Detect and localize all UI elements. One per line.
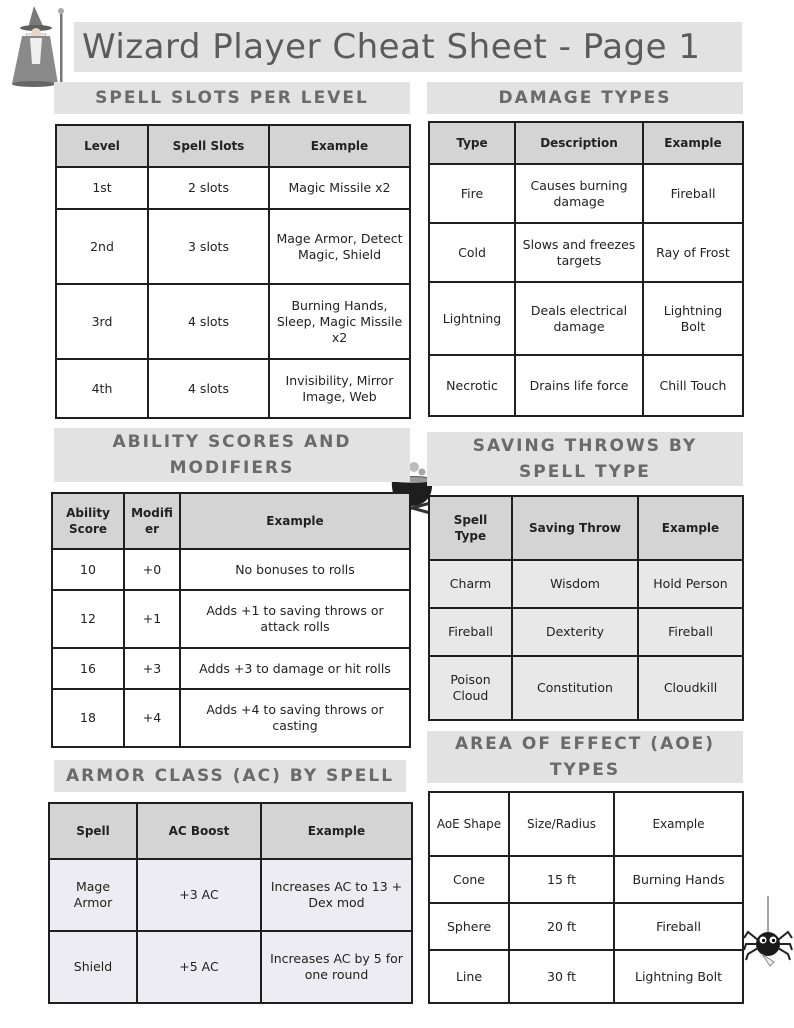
table-row: [56, 284, 410, 359]
table-cell: Mage Armor: [49, 859, 137, 931]
table-cell: Shield: [49, 931, 137, 1003]
table-cell: Charm: [429, 560, 512, 608]
table-cell: Hold Person: [638, 560, 743, 608]
table-row: [429, 950, 743, 1003]
table-cell: +3: [124, 648, 180, 689]
table-cell: Deals electrical damage: [515, 282, 643, 355]
table-cell: Lightning Bolt: [614, 950, 743, 1003]
table-cell: Fireball: [638, 608, 743, 656]
column-header: Example: [638, 496, 743, 560]
table-cell: Cold: [429, 223, 515, 282]
table-cell: Constitution: [512, 656, 638, 720]
table-cell: 2nd: [56, 209, 148, 284]
table-cell: 16: [52, 648, 124, 689]
column-header: Example: [180, 493, 410, 549]
damage-types-heading: DAMAGE TYPES: [427, 82, 743, 114]
column-header: Spell Type: [429, 496, 512, 560]
table-row: [52, 590, 410, 648]
column-header: AC Boost: [137, 803, 261, 859]
table-cell: Wisdom: [512, 560, 638, 608]
spell-slots-table: [55, 124, 411, 419]
table-cell: 12: [52, 590, 124, 648]
column-header: Example: [261, 803, 412, 859]
table-cell: 4th: [56, 359, 148, 418]
saving-throws-heading: SAVING THROWS BY SPELL TYPE: [427, 432, 743, 486]
wizard-icon: [4, 4, 72, 88]
spell-slots-heading: SPELL SLOTS PER LEVEL: [54, 82, 410, 114]
table-row: [429, 656, 743, 720]
damage-types-table: [428, 121, 744, 417]
table-cell: +3 AC: [137, 859, 261, 931]
aoe-types-heading: AREA OF EFFECT (AOE) TYPES: [427, 731, 743, 783]
column-header: Ability Score: [52, 493, 124, 549]
aoe-types-table: [428, 791, 744, 1004]
table-row: [52, 689, 410, 747]
column-header: AoE Shape: [429, 792, 509, 856]
table-row: [49, 931, 412, 1003]
column-header: Spell: [49, 803, 137, 859]
table-cell: Cloudkill: [638, 656, 743, 720]
table-cell: No bonuses to rolls: [180, 549, 410, 590]
column-header: Modifier: [124, 493, 180, 549]
table-cell: 1st: [56, 167, 148, 209]
table-cell: Invisibility, Mirror Image, Web: [269, 359, 410, 418]
column-header: Size/Radius: [509, 792, 614, 856]
table-cell: Necrotic: [429, 355, 515, 416]
table-cell: Adds +4 to saving throws or casting: [180, 689, 410, 747]
column-header: Description: [515, 122, 643, 164]
table-cell: Drains life force: [515, 355, 643, 416]
table-cell: 3 slots: [148, 209, 269, 284]
table-cell: 18: [52, 689, 124, 747]
armor-class-table: [48, 802, 413, 1004]
table-cell: Magic Missile x2: [269, 167, 410, 209]
ability-scores-heading: ABILITY SCORES AND MODIFIERS: [54, 428, 410, 482]
table-cell: Burning Hands: [614, 856, 743, 903]
table-cell: 2 slots: [148, 167, 269, 209]
table-cell: +4: [124, 689, 180, 747]
table-cell: 15 ft: [509, 856, 614, 903]
column-header: Example: [269, 125, 410, 167]
table-cell: +1: [124, 590, 180, 648]
table-cell: Adds +3 to damage or hit rolls: [180, 648, 410, 689]
table-row: [429, 355, 743, 416]
table-cell: 10: [52, 549, 124, 590]
column-header: Example: [614, 792, 743, 856]
table-cell: Dexterity: [512, 608, 638, 656]
page-title: Wizard Player Cheat Sheet - Page 1: [82, 27, 701, 67]
column-header: Level: [56, 125, 148, 167]
table-cell: Poison Cloud: [429, 656, 512, 720]
table-cell: 4 slots: [148, 284, 269, 359]
table-cell: Lightning Bolt: [643, 282, 743, 355]
table-cell: +5 AC: [137, 931, 261, 1003]
table-cell: +0: [124, 549, 180, 590]
table-row: [49, 859, 412, 931]
table-cell: Chill Touch: [643, 355, 743, 416]
table-cell: Adds +1 to saving throws or attack rolls: [180, 590, 410, 648]
table-cell: Causes burning damage: [515, 164, 643, 223]
table-row: [52, 648, 410, 689]
table-cell: Fireball: [429, 608, 512, 656]
table-cell: Increases AC by 5 for one round: [261, 931, 412, 1003]
table-cell: Burning Hands, Sleep, Magic Missile x2: [269, 284, 410, 359]
column-header: Example: [643, 122, 743, 164]
table-row: [429, 856, 743, 903]
table-cell: Line: [429, 950, 509, 1003]
table-cell: Mage Armor, Detect Magic, Shield: [269, 209, 410, 284]
table-row: [429, 903, 743, 950]
table-row: [429, 560, 743, 608]
table-row: [429, 164, 743, 223]
table-row: [429, 282, 743, 355]
column-header: Type: [429, 122, 515, 164]
table-cell: Fireball: [643, 164, 743, 223]
table-row: [429, 608, 743, 656]
table-cell: Lightning: [429, 282, 515, 355]
table-cell: 4 slots: [148, 359, 269, 418]
spider-icon: [744, 896, 792, 978]
table-cell: Ray of Frost: [643, 223, 743, 282]
table-row: [56, 359, 410, 418]
column-header: Saving Throw: [512, 496, 638, 560]
table-cell: Increases AC to 13 + Dex mod: [261, 859, 412, 931]
table-cell: 3rd: [56, 284, 148, 359]
table-cell: 30 ft: [509, 950, 614, 1003]
table-row: [52, 549, 410, 590]
table-cell: Sphere: [429, 903, 509, 950]
table-cell: Fireball: [614, 903, 743, 950]
table-row: [56, 209, 410, 284]
column-header: Spell Slots: [148, 125, 269, 167]
table-cell: Slows and freezes targets: [515, 223, 643, 282]
table-row: [429, 223, 743, 282]
table-cell: Cone: [429, 856, 509, 903]
ability-scores-table: [51, 492, 411, 748]
armor-class-heading: ARMOR CLASS (AC) BY SPELL: [54, 760, 406, 792]
table-row: [56, 167, 410, 209]
table-cell: Fire: [429, 164, 515, 223]
saving-throws-table: [428, 495, 744, 721]
table-cell: 20 ft: [509, 903, 614, 950]
